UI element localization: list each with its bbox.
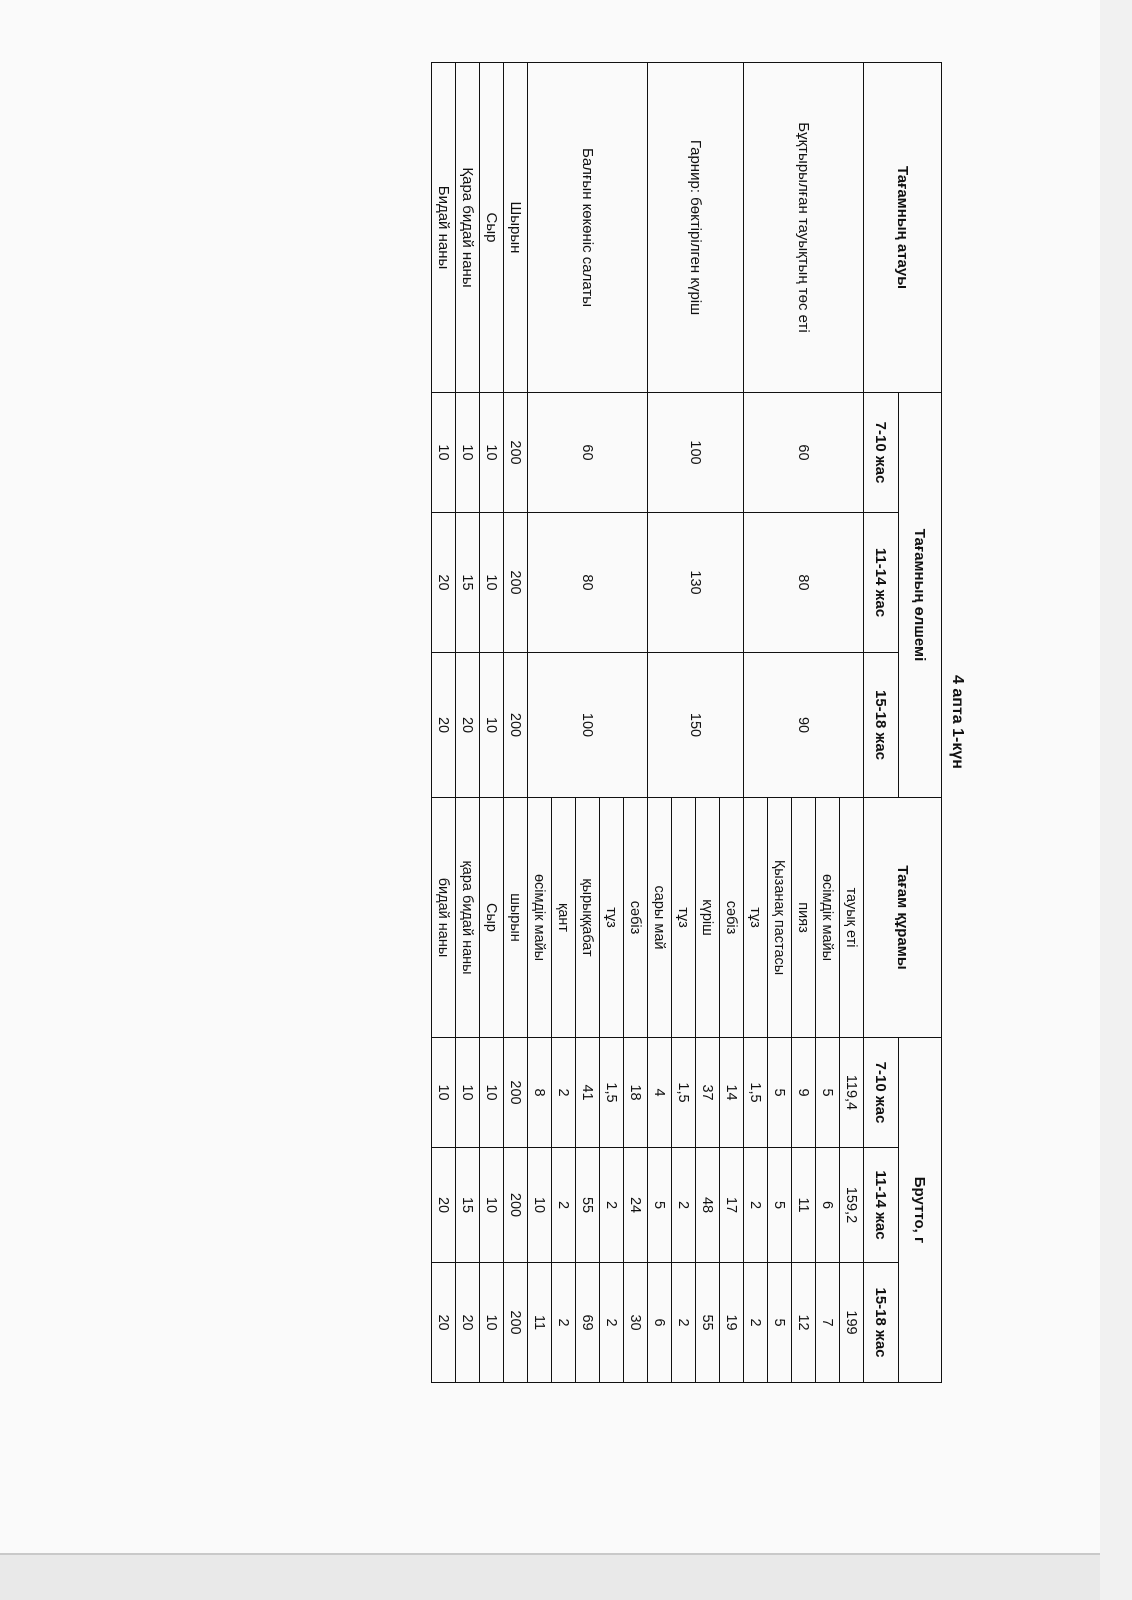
brutto-cell: 2	[600, 1148, 624, 1263]
ingredient-name: өсімдік майы	[816, 798, 840, 1038]
brutto-cell: 10	[480, 1038, 504, 1148]
table-row	[840, 63, 864, 1383]
ingredient-name: қант	[552, 798, 576, 1038]
portion-cell: 150	[648, 653, 744, 798]
portion-cell: 200	[504, 653, 528, 798]
header-portion: Тағамның өлшемі	[899, 393, 942, 798]
brutto-cell: 55	[696, 1263, 720, 1383]
ingredient-name: Қызанақ пастасы	[768, 798, 792, 1038]
ingredient-name: тауық еті	[840, 798, 864, 1038]
brutto-cell: 159,2	[840, 1148, 864, 1263]
portion-cell: 10	[456, 393, 480, 513]
ingredient-name: қара бидай наны	[456, 798, 480, 1038]
brutto-cell: 10	[432, 1038, 456, 1148]
table-row	[624, 63, 648, 1383]
ingredient-name: тұз	[672, 798, 696, 1038]
brutto-cell: 14	[720, 1038, 744, 1148]
table-row	[504, 63, 528, 1383]
portion-cell: 80	[744, 513, 864, 653]
brutto-cell: 9	[792, 1038, 816, 1148]
brutto-cell: 30	[624, 1263, 648, 1383]
table-row	[720, 63, 744, 1383]
ingredient-name: бидай наны	[432, 798, 456, 1038]
ingredient-name: тұз	[600, 798, 624, 1038]
brutto-cell: 48	[696, 1148, 720, 1263]
ingredient-name: сары май	[648, 798, 672, 1038]
brutto-cell: 2	[672, 1263, 696, 1383]
brutto-cell: 5	[768, 1263, 792, 1383]
brutto-cell: 17	[720, 1148, 744, 1263]
ingredient-name: пияз	[792, 798, 816, 1038]
table-row	[480, 63, 504, 1383]
ingredient-name: өсімдік майы	[528, 798, 552, 1038]
portion-cell: 10	[432, 393, 456, 513]
dish-name: Сыр	[480, 63, 504, 393]
portion-cell: 80	[528, 513, 648, 653]
header-brutto-age: 7-10 жас	[864, 1038, 899, 1148]
brutto-cell: 8	[528, 1038, 552, 1148]
header-composition: Тағам құрамы	[864, 798, 942, 1038]
ingredient-name: күріш	[696, 798, 720, 1038]
portion-cell: 60	[744, 393, 864, 513]
brutto-cell: 2	[552, 1148, 576, 1263]
header-brutto-age: 11-14 жас	[864, 1148, 899, 1263]
brutto-cell: 2	[600, 1263, 624, 1383]
brutto-cell: 11	[792, 1148, 816, 1263]
brutto-cell: 5	[768, 1148, 792, 1263]
brutto-cell: 6	[816, 1148, 840, 1263]
brutto-cell: 10	[456, 1038, 480, 1148]
portion-cell: 20	[432, 513, 456, 653]
brutto-cell: 200	[504, 1263, 528, 1383]
brutto-cell: 7	[816, 1263, 840, 1383]
brutto-cell: 6	[648, 1263, 672, 1383]
brutto-cell: 2	[672, 1148, 696, 1263]
header-brutto: Брутто, г	[899, 1038, 942, 1383]
brutto-cell: 5	[648, 1148, 672, 1263]
menu-table	[431, 62, 942, 1383]
brutto-cell: 10	[480, 1263, 504, 1383]
brutto-cell: 55	[576, 1148, 600, 1263]
brutto-cell: 24	[624, 1148, 648, 1263]
ingredient-name: тұз	[744, 798, 768, 1038]
portion-cell: 90	[744, 653, 864, 798]
brutto-cell: 20	[432, 1148, 456, 1263]
portion-cell: 200	[504, 393, 528, 513]
brutto-cell: 15	[456, 1148, 480, 1263]
brutto-cell: 20	[432, 1263, 456, 1383]
ingredient-name: Сыр	[480, 798, 504, 1038]
brutto-cell: 200	[504, 1038, 528, 1148]
brutto-cell: 37	[696, 1038, 720, 1148]
brutto-cell: 41	[576, 1038, 600, 1148]
brutto-cell: 4	[648, 1038, 672, 1148]
dish-name: Балғын көкөніс салаты	[528, 63, 648, 393]
dish-name: Қара бидай наны	[456, 63, 480, 393]
header-dish-name: Тағамның атауы	[864, 63, 942, 393]
portion-cell: 200	[504, 513, 528, 653]
brutto-cell: 11	[528, 1263, 552, 1383]
brutto-cell: 199	[840, 1263, 864, 1383]
scan-right-strip	[1100, 0, 1132, 1600]
portion-cell: 20	[456, 653, 480, 798]
portion-cell: 100	[648, 393, 744, 513]
brutto-cell: 2	[552, 1263, 576, 1383]
dish-name: Бидай наны	[432, 63, 456, 393]
brutto-cell: 19	[720, 1263, 744, 1383]
header-portion-age: 15-18 жас	[864, 653, 899, 798]
table-row	[432, 63, 456, 1383]
brutto-cell: 10	[528, 1148, 552, 1263]
brutto-cell: 2	[744, 1263, 768, 1383]
brutto-cell: 1,5	[744, 1038, 768, 1148]
brutto-cell: 1,5	[600, 1038, 624, 1148]
brutto-cell: 5	[768, 1038, 792, 1148]
brutto-cell: 2	[552, 1038, 576, 1148]
ingredient-name: қырыққабат	[576, 798, 600, 1038]
brutto-cell: 10	[480, 1148, 504, 1263]
brutto-cell: 12	[792, 1263, 816, 1383]
portion-cell: 15	[456, 513, 480, 653]
header-brutto-age: 15-18 жас	[864, 1263, 899, 1383]
brutto-cell: 1,5	[672, 1038, 696, 1148]
brutto-cell: 2	[744, 1148, 768, 1263]
scan-bottom-shade	[0, 1555, 1132, 1600]
brutto-cell: 20	[456, 1263, 480, 1383]
brutto-cell: 18	[624, 1038, 648, 1148]
brutto-cell: 119,4	[840, 1038, 864, 1148]
portion-cell: 10	[480, 513, 504, 653]
header-portion-age: 11-14 жас	[864, 513, 899, 653]
brutto-cell: 69	[576, 1263, 600, 1383]
portion-cell: 130	[648, 513, 744, 653]
page-title: 4 апта 1-күн	[949, 675, 966, 769]
portion-cell: 60	[528, 393, 648, 513]
ingredient-name: сәбіз	[624, 798, 648, 1038]
dish-name: Гарнир: бөктірілген күріш	[648, 63, 744, 393]
brutto-cell: 200	[504, 1148, 528, 1263]
table-row	[456, 63, 480, 1383]
portion-cell: 10	[480, 393, 504, 513]
ingredient-name: шырын	[504, 798, 528, 1038]
brutto-cell: 5	[816, 1038, 840, 1148]
dish-name: Шырын	[504, 63, 528, 393]
header-row-top	[899, 63, 942, 1383]
dish-name: Бұқтырылған тауықтың төс еті	[744, 63, 864, 393]
portion-cell: 10	[480, 653, 504, 798]
portion-cell: 20	[432, 653, 456, 798]
menu-document	[402, 62, 972, 1382]
portion-cell: 100	[528, 653, 648, 798]
header-portion-age: 7-10 жас	[864, 393, 899, 513]
ingredient-name: сәбіз	[720, 798, 744, 1038]
